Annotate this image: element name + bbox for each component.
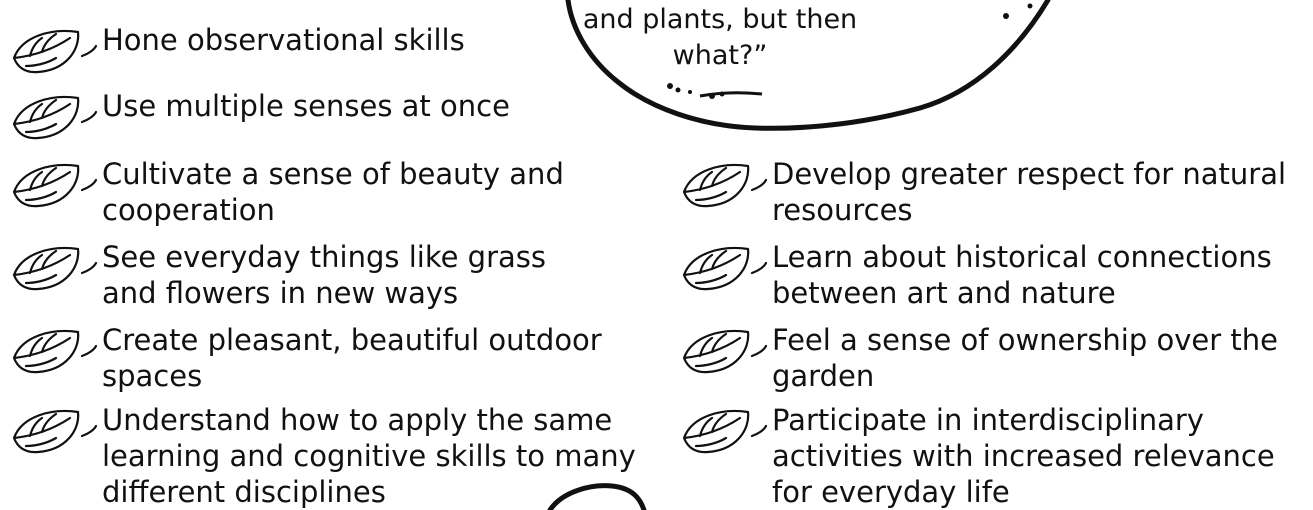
list-item [678,239,1313,311]
list-item [8,88,648,146]
list-item [678,402,1313,510]
list-item [678,156,1313,228]
list-item [8,22,648,80]
leaf-icon [8,406,98,460]
leaf-icon [8,26,98,80]
list-item-text: Learn about historical connections between art and nature [772,240,1272,310]
list-item [8,322,648,394]
speech-bubble-tail [700,93,762,96]
leaf-icon [678,160,768,214]
leaf-icon [678,406,768,460]
list-item [8,156,648,228]
leaf-icon [8,92,98,146]
leaf-icon [678,243,768,297]
list-item-text: Cultivate a sense of beauty and cooperation [102,157,564,227]
list-item-text: See everyday things like grass and flowers in new ways [102,240,546,310]
leaf-icon [678,326,768,380]
leaf-icon [8,326,98,380]
leaf-icon [8,243,98,297]
quote-line-1: and plants, but then [582,4,858,35]
quote-line-2: what?” [672,40,768,71]
list-item-text: Create pleasant, beautiful outdoor spaces [102,323,602,393]
list-item-text: Hone observational skills [102,23,465,57]
leaf-icon [8,160,98,214]
list-item [8,239,648,311]
list-item [8,402,648,510]
list-item-text: Participate in interdisciplinary activities with increased relevance for everyday life [772,403,1275,509]
list-item-text: Develop greater respect for natural resources [772,157,1287,227]
list-item-text: Feel a sense of ownership over the garden [772,323,1278,393]
list-item [678,322,1313,394]
list-item-text: Understand how to apply the same learning and cognitive skills to many different disciplines [102,403,636,509]
list-item-text: Use multiple senses at once [102,89,510,123]
